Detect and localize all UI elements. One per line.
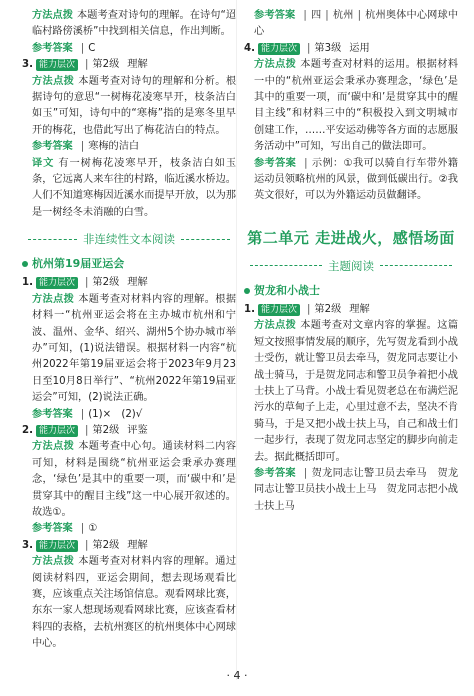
level-value: 第2级 <box>92 277 120 289</box>
method-text: 本题考查对诗句的理解。在诗句“迢临村路傍溪桥”中找到相关信息，作出判断。 <box>32 10 237 38</box>
unit-subtitle: 走进战火，感悟场面 <box>315 228 455 247</box>
level-badge: 能力层次 <box>258 304 300 316</box>
question-number: 1. <box>22 277 33 289</box>
t1q2-header: 2. 能力层次 | 第2级 评鉴 <box>22 424 148 436</box>
answer-text: 四 <box>310 10 322 21</box>
t1q2-method <box>22 439 236 521</box>
question-number: 3. <box>22 539 33 551</box>
t1q4-header: 4. 能力层次 | 第3级 运用 <box>244 42 370 54</box>
answer-text: ① <box>88 523 98 535</box>
topic-text: 贺龙和小战士 <box>254 283 320 297</box>
t1q4-method <box>244 57 458 155</box>
method-label: 方法点拨 <box>32 10 73 21</box>
q3-translation <box>22 156 236 222</box>
level-value: 第2级 <box>92 424 120 436</box>
method-label: 方法点拨 <box>32 441 75 453</box>
question-number: 2. <box>22 424 33 436</box>
translation-text: 有一树梅花凌寒早开，枝条洁白如玉条，它远离人来车往的村路，临近溪水桥边。人们不知道寒梅因近溪水而提早开放，以为那是一树经冬未消融的白雪。 <box>32 157 237 218</box>
unit-heading <box>244 227 458 248</box>
answer-label: 参考答案 <box>254 467 296 479</box>
level-badge: 能力层次 <box>36 425 78 437</box>
t1q3-answer: 参考答案 | 四 | 杭州 | 杭州奥体中心网球中心 <box>254 10 459 38</box>
answer-label: 参考答案 <box>254 10 296 21</box>
t2q1-answer: 参考答案 | 贺龙同志让警卫员去牵马 贺龙同志让警卫员扶小战士上马 贺龙同志把小战士扶上马 <box>254 467 459 512</box>
right-column <box>244 8 458 515</box>
q3-header: 3. 能力层次 | 第2级 理解 <box>22 59 148 71</box>
answer-text: 示例：①我可以骑自行车带外籍运动员领略杭州的风景，做到低碳出行。②我英文很好，可以为外籍运动员做翻译。 <box>254 157 458 202</box>
q3-method <box>22 74 236 140</box>
answer-label: 参考答案 <box>32 141 73 153</box>
t1q1-method <box>22 292 236 407</box>
answer-text: 贺龙同志让警卫员去牵马 贺龙同志让警卫员扶小战士上马 贺龙同志把小战士扶上马 <box>254 467 459 512</box>
method-text: 本题考查对材料内容的理解。根据材料一“杭州亚运会将在主办城市杭州和宁波、温州、金华、绍兴、湖州5个协办城市举办”可知，(1)说法错误。根据材料一内容“杭州2022年第19届亚运会将于2023年9月23日至10月8日举行”、“杭州2022年第19届亚运会”可知，(2)说法正确。 <box>32 293 237 404</box>
question-number: 1. <box>244 303 255 315</box>
t2q1-method <box>244 318 458 466</box>
page-number: · 4 · <box>226 669 248 682</box>
method-label: 方法点拨 <box>32 75 75 87</box>
method-label: 方法点拨 <box>32 556 75 568</box>
skill-value: 理解 <box>127 539 148 551</box>
method-label: 方法点拨 <box>254 59 297 71</box>
level-value: 第2级 <box>92 539 120 551</box>
method-text: 本题考查中心句。通读材料二内容可知，材料是围绕“杭州亚运会秉承办赛理念，‘绿色’是其中的重要一项，而‘碳中和’是贯穿其中的醒目主线”这一中心展开叙述的。故选①。 <box>32 441 237 518</box>
left-column <box>22 8 236 653</box>
method-label: 方法点拨 <box>32 293 75 305</box>
section-title: 非连续性文本阅读 <box>83 232 175 247</box>
section-divider <box>22 231 236 247</box>
answer-text: 寒梅的洁白 <box>88 141 140 153</box>
t1q3-header: 3. 能力层次 | 第2级 理解 <box>22 539 148 551</box>
t1q4-answer: 参考答案 | 示例：①我可以骑自行车带外籍运动员领略杭州的风景，做到低碳出行。②我英文很好，可以为外籍运动员做翻译。 <box>254 157 458 202</box>
method-text: 本题考查对诗句的理解和分析。根据诗句的意思“一树梅花凌寒早开，枝条洁白如玉”可知，诗句中的“寒梅”指的是寒冬里早开的梅花，也借此写出了梅花洁白的特点。 <box>32 75 237 136</box>
question-number: 3. <box>22 59 33 71</box>
skill-value: 运用 <box>349 42 370 54</box>
answer-label: 参考答案 <box>32 42 73 54</box>
level-value: 第3级 <box>314 42 342 54</box>
answer-label: 参考答案 <box>32 408 73 420</box>
answer-label: 参考答案 <box>254 157 297 169</box>
topic-text: 杭州第19届亚运会 <box>32 257 125 271</box>
method-text: 本题考查对材料内容的理解。通过阅读材料四，亚运会期间，想去现场观看比赛，应该重点关注场馆信息。观看网球比赛，东东一家人想现场观看网球比赛，应该查看材料四的表格，去杭州赛区的杭州奥体中心网球中心。 <box>32 556 237 650</box>
translation-label: 译文 <box>32 157 55 169</box>
level-badge: 能力层次 <box>36 277 78 289</box>
t1q1-header: 1. 能力层次 | 第2级 理解 <box>22 277 148 289</box>
q3-answer: 参考答案 | 寒梅的洁白 <box>32 141 140 153</box>
skill-value: 理解 <box>127 59 148 71</box>
method-text: 本题考查对文章内容的掌握。这篇短文按照事情发展的顺序，先写贺龙看到小战士受伤，就让警卫员去牵马，贺龙同志要让小战士骑马，于是贺龙同志和警卫员争着把小战士扶上了马背。小战士看见贺老总在布满烂泥污水的草甸子上走，心里过意不去，坚决不肯骑马，于是又把小战士扶上马，自己和战士们一起步行，表现了贺龙同志坚定的脚步向前走去。据此概括即可。 <box>254 320 459 463</box>
level-badge: 能力层次 <box>36 59 78 71</box>
q2-answer: 参考答案 | C <box>32 42 96 54</box>
section-title: 主题阅读 <box>328 258 374 273</box>
method-text: 本题考查对材料的运用。根据材料一中的“杭州亚运会秉承办赛理念，‘绿色’是其中的重要一项，而‘碳中和’是贯穿其中的醒目主线”和材料三中的“积极投入到文明城市创建工作，……平安运动佛等各方面的志愿服务活动中”可知，写出自己的做法即可。 <box>254 59 459 153</box>
level-badge: 能力层次 <box>258 43 300 55</box>
level-value: 第2级 <box>92 59 120 71</box>
t1q1-answer: 参考答案 | (1)× (2)√ <box>32 408 143 420</box>
t1q2-answer: 参考答案 | ① <box>32 523 98 535</box>
t1q3-method <box>22 554 236 652</box>
column-divider <box>236 0 237 680</box>
answer-text: 杭州 <box>332 10 354 21</box>
level-badge: 能力层次 <box>36 540 78 552</box>
t2q1-header: 1. 能力层次 | 第2级 理解 <box>244 303 370 315</box>
skill-value: 理解 <box>127 277 148 289</box>
section-divider <box>244 258 458 274</box>
method-label: 方法点拨 <box>254 320 297 332</box>
topic-title <box>22 255 236 271</box>
answer-text: 杭州奥体中心网球中心 <box>254 10 459 38</box>
topic-title <box>244 282 458 298</box>
level-value: 第2级 <box>314 303 342 315</box>
unit-title: 第二单元 <box>247 228 310 247</box>
bullet-icon <box>244 288 250 294</box>
answer-text: (1)× (2)√ <box>88 408 143 420</box>
skill-value: 评鉴 <box>127 424 148 436</box>
answer-label: 参考答案 <box>32 523 73 535</box>
bullet-icon <box>22 261 28 267</box>
answer-text: C <box>88 42 96 54</box>
question-number: 4. <box>244 42 255 54</box>
skill-value: 理解 <box>349 303 370 315</box>
q2-method <box>22 8 236 41</box>
